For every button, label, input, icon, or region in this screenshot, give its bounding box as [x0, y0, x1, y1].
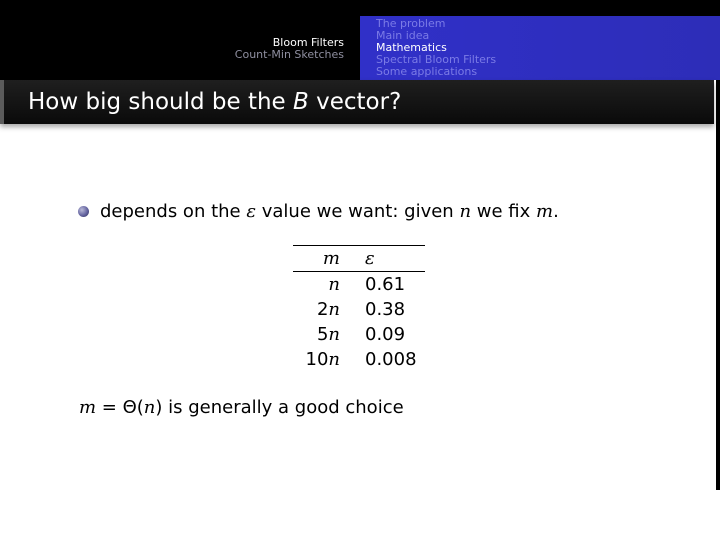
subsection-link-the-problem[interactable]: The problem [376, 17, 446, 30]
coef: 10 [305, 349, 329, 370]
subsection-link-main-idea[interactable]: Main idea [376, 29, 430, 42]
header-bar [0, 0, 720, 80]
var-n: n [328, 274, 340, 295]
var-n: n [328, 349, 340, 370]
conclusion-rest: ) is generally a good choice [155, 397, 404, 418]
variable-n: n [459, 201, 472, 222]
coef: 5 [316, 324, 329, 345]
title-suffix: vector? [308, 89, 402, 115]
equals-theta: = Θ( [96, 397, 144, 418]
subsection-link-some-applications[interactable]: Some applications [376, 65, 478, 78]
title-variable: B [293, 89, 309, 115]
var-n: n [328, 324, 340, 345]
var-n: n [328, 299, 340, 320]
epsilon-symbol: ε [246, 201, 257, 222]
bullet-text-part: we fix [471, 201, 536, 222]
table-mid-rule [293, 271, 425, 272]
table-top-rule [293, 245, 425, 246]
table-row-4-epsilon: 0.008 [365, 349, 417, 370]
bullet-icon [78, 206, 89, 217]
slide-title [28, 87, 401, 117]
slide-title-bar [0, 80, 714, 124]
subsection-link-mathematics[interactable]: Mathematics [376, 41, 447, 54]
bullet-text [100, 199, 559, 225]
table-row-4-m [306, 348, 341, 372]
subsection-nav [360, 16, 720, 80]
table-row-3-epsilon: 0.09 [365, 324, 406, 345]
coef: 2 [316, 299, 329, 320]
table-row-1-epsilon: 0.61 [365, 274, 406, 295]
table-row-2-epsilon: 0.38 [365, 299, 406, 320]
table-header-epsilon [365, 247, 375, 271]
table-row-3-m [317, 323, 340, 347]
section-nav [0, 0, 360, 80]
table-header-m [323, 247, 340, 271]
subsection-link-spectral-bloom-filters[interactable]: Spectral Bloom Filters [376, 53, 497, 66]
header-epsilon-text: ε [365, 248, 375, 269]
table-row-2-m [317, 298, 340, 322]
section-link-bloom-filters[interactable]: Bloom Filters [272, 36, 344, 49]
bullet-text-part: value we want: given [256, 201, 460, 222]
header-m-text: m [322, 248, 340, 269]
right-edge-rule [716, 80, 720, 490]
variable-m: m [535, 201, 554, 222]
table-row-1-m [328, 273, 340, 297]
title-prefix: How big should be the [28, 89, 294, 115]
section-link-count-min-sketches[interactable]: Count-Min Sketches [234, 48, 344, 61]
variable-m: m [79, 397, 97, 418]
variable-n: n [143, 397, 156, 418]
bullet-text-part: depends on the [100, 201, 247, 222]
bullet-text-part: . [553, 201, 559, 222]
conclusion-text [79, 395, 404, 421]
